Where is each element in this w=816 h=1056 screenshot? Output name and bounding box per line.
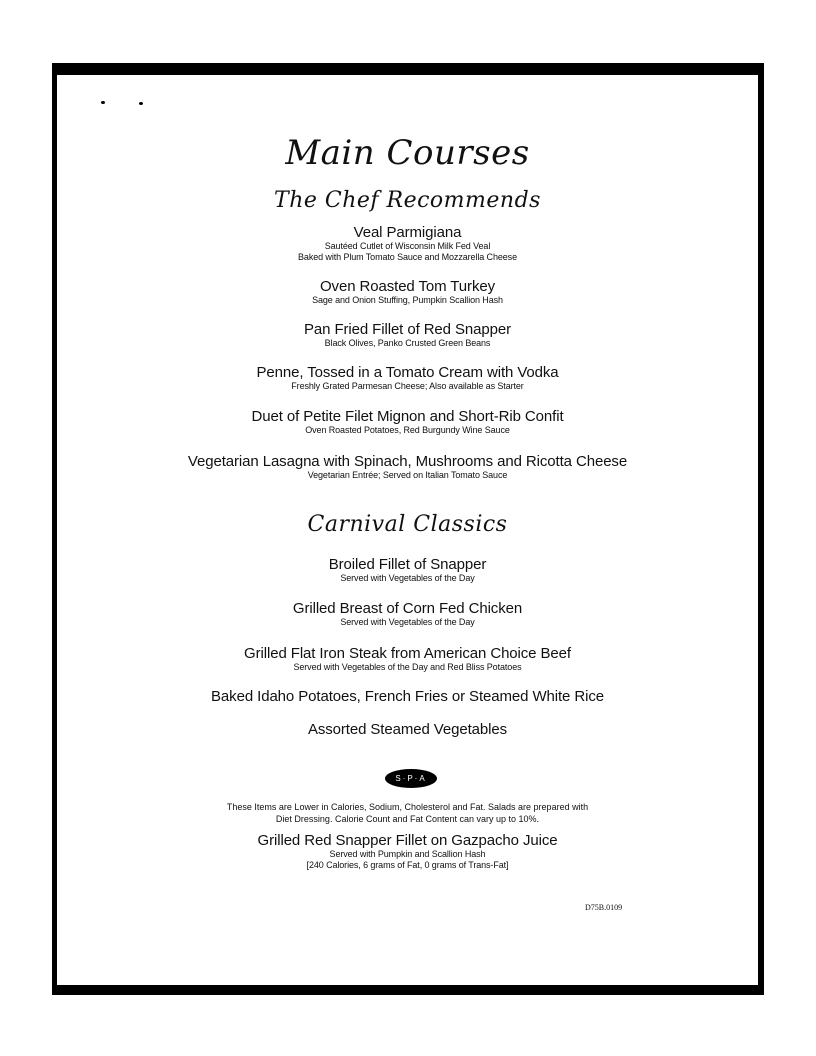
menu-item-name: Grilled Breast of Corn Fed Chicken — [292, 600, 523, 617]
spa-note-line: Diet Dressing. Calorie Count and Fat Content can vary up to 10%. — [275, 814, 540, 824]
carnival-classics-heading: Carnival Classics — [307, 512, 508, 537]
spa-note — [57, 801, 758, 825]
page-border-right — [758, 63, 764, 995]
menu-item — [57, 721, 758, 738]
menu-item — [57, 364, 758, 392]
scan-speck — [139, 102, 143, 105]
menu-item-desc: Oven Roasted Potatoes, Red Burgundy Wine Sauce — [305, 425, 510, 435]
menu-item — [57, 453, 758, 481]
menu-item-name: Duet of Petite Filet Mignon and Short-Rib Confit — [251, 408, 564, 425]
menu-item-desc: Freshly Grated Parmesan Cheese; Also available as Starter — [291, 381, 524, 391]
menu-item — [57, 224, 758, 263]
document-code: D75B.0109 — [585, 903, 623, 912]
menu-item-desc: [240 Calories, 6 grams of Fat, 0 grams of Trans-Fat] — [306, 860, 509, 870]
scan-speck — [101, 101, 105, 104]
menu-item-desc: Baked with Plum Tomato Sauce and Mozzarella Cheese — [298, 252, 517, 262]
menu-item-desc: Sautéed Cutlet of Wisconsin Milk Fed Veal — [324, 241, 491, 251]
menu-item — [57, 556, 758, 584]
page-border-top — [52, 63, 764, 75]
menu-item-desc: Served with Vegetables of the Day — [340, 617, 475, 627]
menu-item-name: Assorted Steamed Vegetables — [307, 721, 508, 738]
menu-item — [57, 408, 758, 436]
menu-item-name: Veal Parmigiana — [353, 224, 462, 241]
menu-item-name: Vegetarian Lasagna with Spinach, Mushrooms and Ricotta Cheese — [187, 453, 628, 470]
menu-item — [57, 645, 758, 673]
menu-item-name: Broiled Fillet of Snapper — [328, 556, 487, 573]
spa-logo: S·P·A — [385, 769, 437, 788]
menu-item-name: Pan Fried Fillet of Red Snapper — [303, 321, 511, 338]
page-border-bottom — [52, 985, 764, 995]
menu-item-desc: Black Olives, Panko Crusted Green Beans — [324, 338, 491, 348]
menu-item-desc: Served with Pumpkin and Scallion Hash — [329, 849, 486, 859]
page-title: Main Courses — [285, 133, 530, 173]
menu-item-name: Penne, Tossed in a Tomato Cream with Vodka — [256, 364, 559, 381]
menu-item-desc: Served with Vegetables of the Day — [340, 573, 475, 583]
menu-item-desc: Sage and Onion Stuffing, Pumpkin Scallion Hash — [312, 295, 503, 305]
menu-item — [57, 600, 758, 628]
chef-recommends-heading: The Chef Recommends — [274, 188, 541, 213]
menu-item-name: Baked Idaho Potatoes, French Fries or Steamed White Rice — [211, 688, 604, 705]
spa-note-line: These Items are Lower in Calories, Sodium, Cholesterol and Fat. Salads are prepared with — [226, 802, 589, 812]
menu-item — [57, 321, 758, 349]
menu-item-name: Grilled Red Snapper Fillet on Gazpacho Juice — [257, 832, 558, 849]
menu-item-name: Oven Roasted Tom Turkey — [319, 278, 495, 295]
menu-item — [57, 688, 758, 705]
spa-menu-item — [57, 832, 758, 871]
menu-item-desc: Served with Vegetables of the Day and Red Bliss Potatoes — [293, 662, 522, 672]
menu-item — [57, 278, 758, 306]
menu-item-desc: Vegetarian Entrée; Served on Italian Tomato Sauce — [307, 470, 508, 480]
menu-item-name: Grilled Flat Iron Steak from American Choice Beef — [244, 645, 571, 662]
